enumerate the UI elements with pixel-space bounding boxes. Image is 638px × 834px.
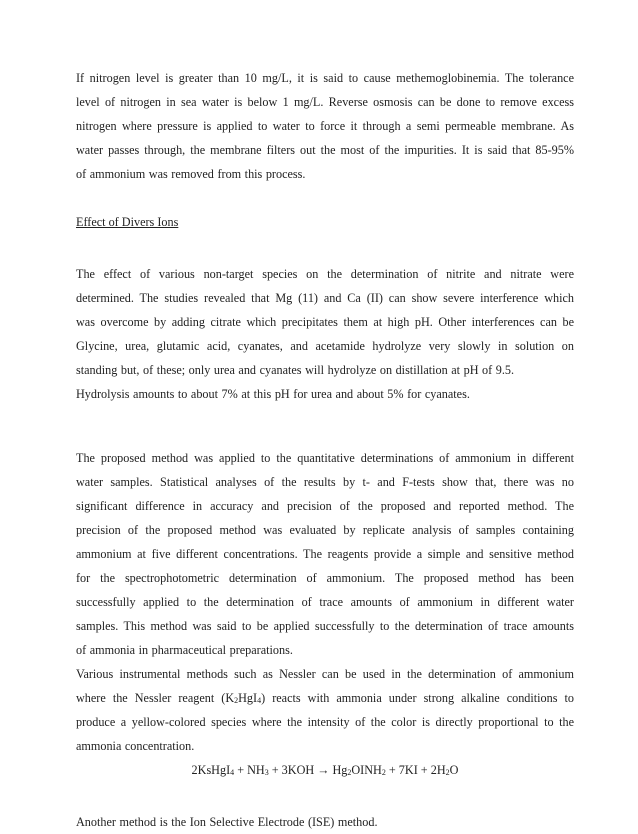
text-segment: where the Nessler reagent (K xyxy=(76,691,235,705)
subscript: 2 xyxy=(381,768,386,777)
text-line: successfully applied to the determination of trace amounts of ammonium in different water xyxy=(76,595,574,609)
text-line: water samples. Statistical analyses of the results by t- and F-tests show that, there was no xyxy=(76,475,574,489)
section-heading: Effect of Divers Ions xyxy=(76,215,179,229)
text-line: precision of the proposed method was evaluated by replicate analysis of samples containing xyxy=(76,523,574,537)
text-line: The effect of various non-target species on the determination of nitrite and nitrate were xyxy=(76,267,574,281)
equation-part: + NH xyxy=(234,763,265,777)
text-line: Glycine, urea, glutamic acid, cyanates, and acetamide hydrolyze very slowly in solution on xyxy=(76,339,574,353)
text-line: ammonia concentration. xyxy=(76,739,195,753)
text-line: significant difference in accuracy and precision of the proposed and reported method. The xyxy=(76,499,574,513)
text-line: If nitrogen level is greater than 10 mg/L, it is said to cause methemoglobinemia. The tolerance xyxy=(76,71,574,85)
text-line: Various instrumental methods such as Nessler can be used in the determination of ammonium xyxy=(76,667,574,681)
text-line: for the spectrophotometric determination of ammonium. The proposed method has been xyxy=(76,571,574,585)
text-line: standing but, of these; only urea and cyanates will hydrolyze on distillation at pH of 9.5. xyxy=(76,363,515,377)
text-line: level of nitrogen in sea water is below 1 mg/L. Reverse osmosis can be done to remove excess xyxy=(76,95,574,109)
text-line: The proposed method was applied to the quantitative determinations of ammonium in different xyxy=(76,451,574,465)
text-line: samples. This method was said to be applied successfully to the determination of trace amounts xyxy=(76,619,574,633)
chemical-equation xyxy=(76,758,574,782)
equation-part: + 7KI + 2H xyxy=(385,763,446,777)
text-line: of ammonia in pharmaceutical preparations. xyxy=(76,643,293,657)
text-line: nitrogen where pressure is applied to water to force it through a semi permeable membrane. As xyxy=(76,119,574,133)
text-line: Hydrolysis amounts to about 7% at this pH for urea and about 5% for cyanates. xyxy=(76,387,470,401)
text-line: was overcome by adding citrate which precipitates them at high pH. Other interferences can be xyxy=(76,315,574,329)
text-line: determined. The studies revealed that Mg (11) and Ca (II) can show severe interference which xyxy=(76,291,574,305)
text-line: ammonium at five different concentrations. The reagents provide a simple and sensitive method xyxy=(76,547,574,561)
document-page xyxy=(76,66,574,834)
paragraph-nitrogen-removal xyxy=(76,66,574,186)
equation-part: OINH xyxy=(351,763,382,777)
text-segment: ) reacts with ammonia under strong alkaline conditions to xyxy=(261,691,575,705)
equation-part: O xyxy=(449,763,459,777)
subscript: 3 xyxy=(264,768,269,777)
subscript: 2 xyxy=(347,768,352,777)
text-line: produce a yellow-colored species where the intensity of the color is directly proportional to the xyxy=(76,715,574,729)
closing-sentence: Another method is the Ion Selective Electrode (ISE) method. xyxy=(76,815,378,829)
paragraph-nessler-method xyxy=(76,662,574,758)
equation-part: 2KsHgI xyxy=(191,763,231,777)
subscript: 2 xyxy=(234,696,239,705)
text-line: water passes through, the membrane filters out the most of the impurities. It is said that 85-95% xyxy=(76,143,574,157)
equation-part: + 3KOH → Hg xyxy=(268,763,348,777)
subscript: 4 xyxy=(230,768,235,777)
text-line: of ammonium was removed from this process. xyxy=(76,167,306,181)
paragraph-proposed-method xyxy=(76,446,574,662)
subscript: 4 xyxy=(257,696,262,705)
paragraph-diverse-ions xyxy=(76,262,574,406)
text-line xyxy=(76,686,574,710)
subscript: 2 xyxy=(445,768,450,777)
text-segment: HgI xyxy=(238,691,258,705)
